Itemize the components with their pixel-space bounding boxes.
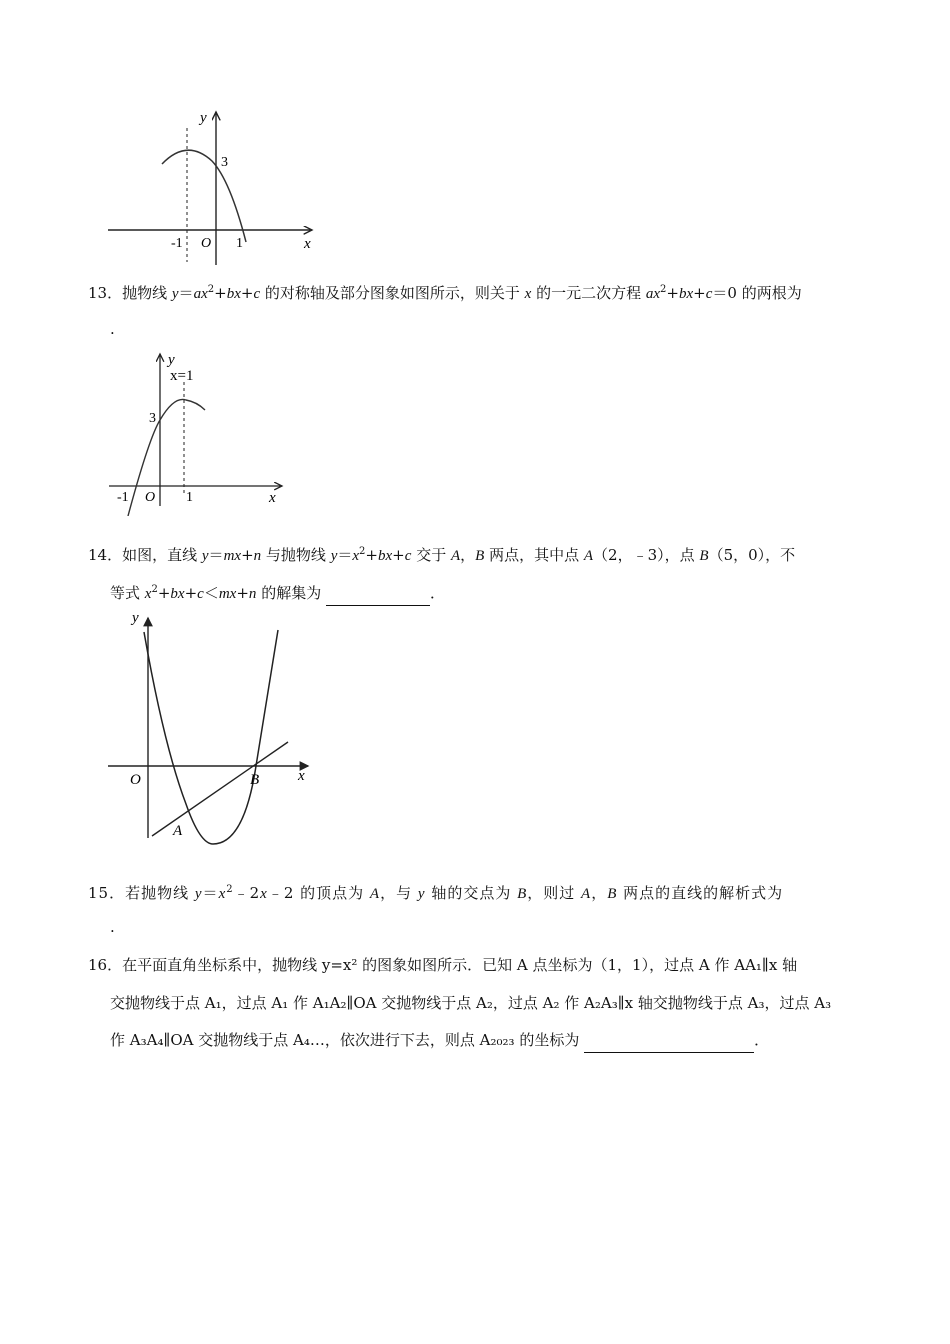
y-label: y — [132, 610, 139, 626]
answer-blank-q13: . — [110, 320, 115, 338]
figure-q12 — [100, 100, 330, 270]
line-mx-n — [152, 742, 288, 836]
label-O: O — [130, 772, 141, 788]
x-label: x — [298, 768, 305, 784]
label-3: 3 — [149, 411, 156, 426]
parabola-curve — [128, 399, 205, 516]
question-14-line-1: 14．如图，直线 y＝mx+n 与抛物线 $y=x^2+bx+c$ 交于 A，B 两点，其中点 A（2，﹣3），点 B（5，0），不 — [88, 546, 796, 564]
parabola-curve — [144, 630, 278, 844]
parabola-curve — [162, 150, 246, 242]
label-1: 1 — [236, 236, 243, 251]
label-O: O — [145, 490, 156, 505]
label-O: O — [201, 236, 212, 251]
label-1: 1 — [186, 490, 193, 505]
question-15-line-1: 15．若抛物线 $y=x^2﹣2x﹣2$ 的顶点为 A，与 y 轴的交点为 B，则过 A，B 两点的直线的解析式为 — [88, 884, 784, 902]
question-number: 15． — [88, 884, 126, 902]
question-number: 14． — [88, 546, 123, 564]
label-A: A — [173, 823, 183, 839]
symmetry-axis-label: x=1 — [170, 368, 194, 384]
label-neg1: -1 — [171, 236, 183, 251]
label-B: B — [250, 772, 260, 788]
label-neg1: -1 — [117, 490, 129, 505]
y-label: y — [168, 352, 175, 368]
question-16-line-3: 作 A₃A₄∥OA 交抛物线于点 A₄…，依次进行下去，则点 A₂₀₂₃ 的坐标为 ． — [110, 1030, 769, 1053]
answer-blank-q16[interactable] — [584, 1032, 754, 1053]
y-label: y — [200, 110, 207, 126]
question-14-line-2: 等式 $x^2+bx+c<mx+n$ 的解集为 ． — [110, 580, 445, 606]
question-16-line-1: 16．在平面直角坐标系中，抛物线 y=x² 的图象如图所示．已知 A 点坐标为（1，1），过点 A 作 AA₁∥x 轴 — [88, 956, 798, 974]
question-number: 13． — [88, 284, 123, 302]
question-number: 16． — [88, 956, 123, 974]
x-label: x — [304, 236, 311, 252]
question-13-line-1: 13．抛物线 $y=ax^2+bx+c$ 的对称轴及部分图象如图所示，则关于 x 的一元二次方程 $ax^2+bx+c=0$ 的两根为 — [88, 284, 802, 302]
x-label: x — [269, 490, 276, 506]
figure-q14 — [104, 608, 324, 850]
label-3: 3 — [221, 155, 228, 170]
question-16-line-2: 交抛物线于点 A₁，过点 A₁ 作 A₁A₂∥OA 交抛物线于点 A₂，过点 A₂ 作 A₂A₃∥x 轴交抛物线于点 A₃，过点 A₃ — [110, 994, 832, 1012]
answer-blank-q14[interactable] — [326, 585, 430, 606]
figure-q13 — [104, 346, 294, 516]
answer-blank-q15: . — [110, 918, 115, 936]
